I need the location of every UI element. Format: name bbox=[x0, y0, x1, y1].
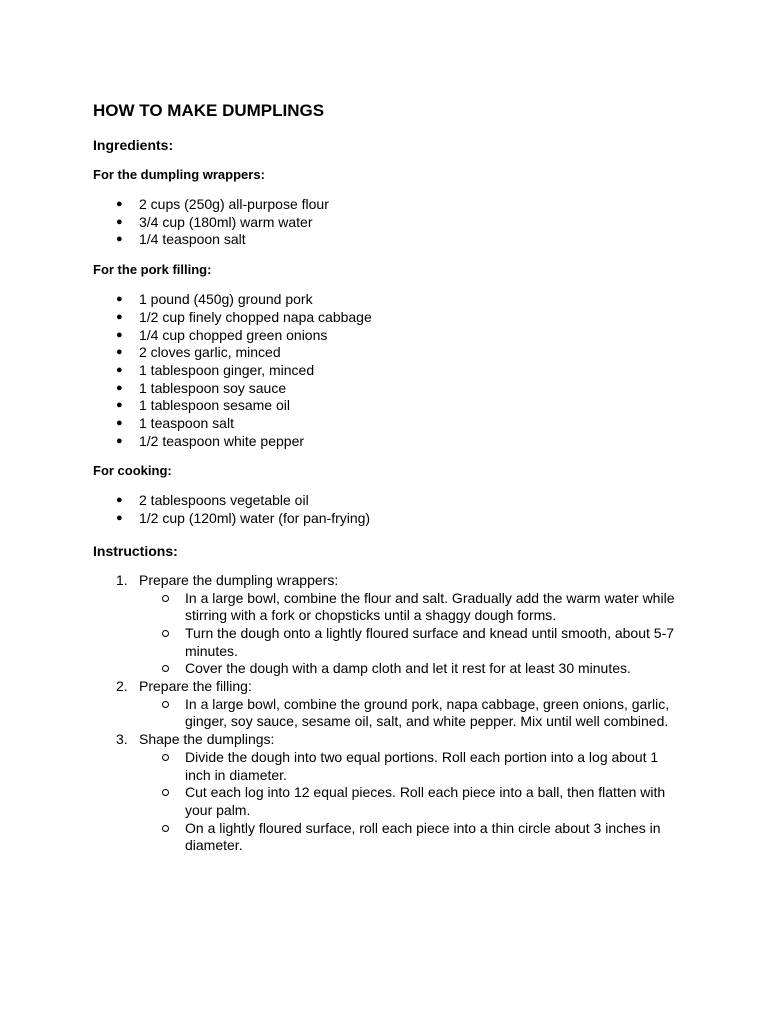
substep-list bbox=[139, 749, 683, 855]
list-item bbox=[93, 380, 683, 398]
bullet-icon: ● bbox=[116, 512, 123, 525]
document-page bbox=[93, 100, 683, 855]
circle-bullet-icon bbox=[162, 789, 169, 796]
substep-text: On a lightly floured surface, roll each piece into a thin circle about 3 inches in diameter. bbox=[185, 819, 661, 854]
ingredient-text: 1/2 cup finely chopped napa cabbage bbox=[139, 308, 372, 325]
bullet-icon: ● bbox=[116, 215, 123, 228]
circle-bullet-icon bbox=[162, 701, 169, 708]
instruction-steps bbox=[93, 572, 683, 855]
step-label: Prepare the dumpling wrappers: bbox=[139, 571, 339, 588]
ingredient-sections bbox=[93, 166, 683, 528]
section-heading: For the dumpling wrappers: bbox=[93, 167, 265, 182]
bullet-icon: ● bbox=[116, 417, 123, 430]
substep-list bbox=[139, 590, 683, 679]
substep-text: In a large bowl, combine the ground pork, napa cabbage, green onions, garlic, ginger, soy sauce, sesame oil, salt, and white pepper. Mix until well combined. bbox=[185, 695, 670, 730]
substep-item bbox=[139, 660, 683, 678]
bullet-icon: ● bbox=[116, 381, 123, 394]
list-item bbox=[93, 291, 683, 309]
ingredients-heading: Ingredients: bbox=[93, 137, 174, 153]
list-item bbox=[93, 231, 683, 249]
substep-item bbox=[139, 820, 683, 855]
circle-bullet-icon bbox=[162, 630, 169, 637]
list-item bbox=[93, 327, 683, 345]
list-item bbox=[93, 492, 683, 510]
section-heading: For the pork filling: bbox=[93, 262, 212, 278]
circle-bullet-icon bbox=[162, 754, 169, 761]
circle-bullet-icon bbox=[162, 595, 169, 602]
circle-bullet-icon bbox=[162, 665, 169, 672]
ingredient-text: 1/4 teaspoon salt bbox=[139, 231, 246, 248]
circle-bullet-icon bbox=[162, 825, 169, 832]
substep-item bbox=[139, 784, 683, 819]
list-item bbox=[93, 415, 683, 433]
substep-item bbox=[139, 696, 683, 731]
list-item bbox=[93, 214, 683, 232]
ingredient-text: 1/2 teaspoon white pepper bbox=[139, 432, 305, 449]
ingredient-text: 1 tablespoon soy sauce bbox=[139, 379, 287, 396]
step-number: 1. bbox=[116, 571, 128, 588]
bullet-icon: ● bbox=[116, 363, 123, 376]
bullet-icon: ● bbox=[116, 494, 123, 507]
list-item bbox=[93, 510, 683, 528]
bullet-icon: ● bbox=[116, 233, 123, 246]
step-label: Shape the dumplings: bbox=[139, 731, 275, 748]
ingredient-list bbox=[93, 291, 683, 450]
list-item bbox=[93, 397, 683, 415]
ingredient-text: 1 tablespoon ginger, minced bbox=[139, 361, 315, 378]
bullet-icon: ● bbox=[116, 293, 123, 306]
list-item bbox=[93, 433, 683, 451]
substep-item bbox=[139, 625, 683, 660]
substep-text: Divide the dough into two equal portions. Roll each portion into a log about 1 inch in diameter. bbox=[185, 748, 659, 783]
ingredient-text: 2 cups (250g) all-purpose flour bbox=[139, 196, 329, 212]
list-item bbox=[93, 196, 683, 214]
step-number: 2. bbox=[116, 678, 128, 695]
section-heading: For cooking: bbox=[93, 463, 172, 479]
substep-text: Cover the dough with a damp cloth and let it rest for at least 30 minutes. bbox=[185, 660, 631, 677]
bullet-icon: ● bbox=[116, 310, 123, 323]
substep-text: Turn the dough onto a lightly floured surface and knead until smooth, about 5-7 minutes. bbox=[185, 624, 675, 659]
bullet-icon: ● bbox=[116, 399, 123, 412]
ingredient-list bbox=[93, 196, 683, 249]
ingredient-text: 3/4 cup (180ml) warm water bbox=[139, 213, 313, 230]
instruction-step bbox=[93, 678, 683, 731]
ingredient-text: 1/4 cup chopped green onions bbox=[139, 326, 328, 343]
instruction-step bbox=[93, 731, 683, 855]
ingredient-text: 2 cloves garlic, minced bbox=[139, 344, 281, 361]
ingredient-text: 1/2 cup (120ml) water (for pan-frying) bbox=[139, 510, 371, 527]
bullet-icon: ● bbox=[116, 328, 123, 341]
substep-text: Cut each log into 12 equal pieces. Roll each piece into a ball, then flatten with your palm. bbox=[185, 784, 666, 818]
bullet-icon: ● bbox=[116, 346, 123, 359]
instruction-step bbox=[93, 572, 683, 678]
list-item bbox=[93, 362, 683, 380]
page-title: HOW TO MAKE DUMPLINGS bbox=[93, 101, 325, 120]
bullet-icon: ● bbox=[116, 434, 123, 447]
substep-text: In a large bowl, combine the flour and salt. Gradually add the warm water while stirring with a fork or chopsticks until a shaggy dough forms. bbox=[185, 589, 675, 624]
ingredient-text: 1 tablespoon sesame oil bbox=[139, 397, 290, 414]
ingredient-text: 1 teaspoon salt bbox=[139, 415, 234, 432]
instructions-heading: Instructions: bbox=[93, 542, 178, 559]
step-label: Prepare the filling: bbox=[139, 678, 252, 695]
list-item bbox=[93, 344, 683, 362]
step-number: 3. bbox=[116, 731, 128, 748]
list-item bbox=[93, 309, 683, 327]
ingredient-list bbox=[93, 492, 683, 527]
bullet-icon: ● bbox=[116, 198, 123, 210]
substep-list bbox=[139, 696, 683, 731]
substep-item bbox=[139, 749, 683, 784]
ingredient-text: 2 tablespoons vegetable oil bbox=[139, 492, 309, 509]
substep-item bbox=[139, 590, 683, 625]
ingredient-text: 1 pound (450g) ground pork bbox=[139, 291, 313, 308]
